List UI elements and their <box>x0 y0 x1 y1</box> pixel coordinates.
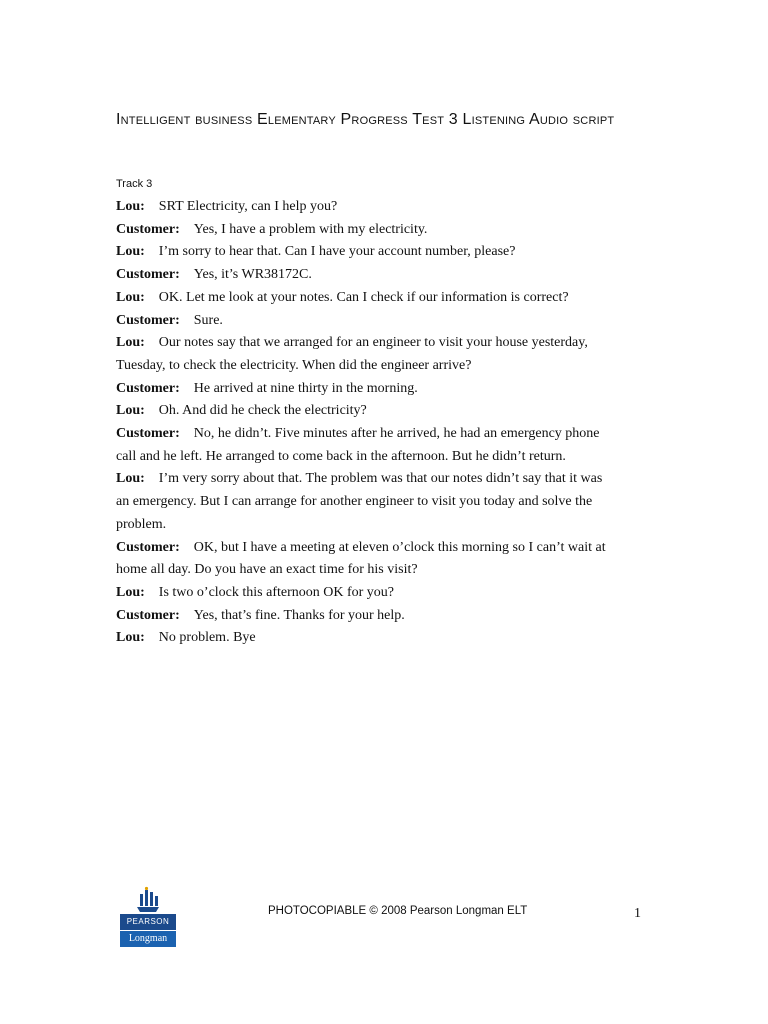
dialogue-line <box>116 423 616 468</box>
pearson-longman-logo <box>120 886 176 948</box>
speaker-label: Customer: <box>116 539 180 555</box>
dialogue-text: Yes, I have a problem with my electricity. <box>193 221 428 237</box>
audio-script <box>116 196 616 650</box>
speaker-label: Customer: <box>116 267 180 283</box>
speaker-label: Lou: <box>116 335 145 351</box>
speaker-label: Lou: <box>116 403 145 419</box>
dialogue-text: He arrived at nine thirty in the morning. <box>193 380 418 396</box>
speaker-label: Customer: <box>116 221 180 237</box>
ship-icon <box>134 886 162 914</box>
dialogue-line <box>116 264 616 287</box>
speaker-label: Customer: <box>116 312 180 328</box>
dialogue-text: Yes, it’s WR38172C. <box>193 267 312 283</box>
dialogue-text: I’m very sorry about that. The problem was that our notes didn’t say that it was an emergency. But I can arrange for another engineer to visit you today and solve the problem. <box>116 471 603 532</box>
dialogue-text: I’m sorry to hear that. Can I have your account number, please? <box>158 244 516 260</box>
dialogue-text: Is two o’clock this afternoon OK for you? <box>158 584 395 600</box>
speaker-label: Lou: <box>116 630 145 646</box>
dialogue-text: Our notes say that we arranged for an engineer to visit your house yesterday, Tuesday, to check the electricity. When did the engineer arrive? <box>116 335 588 373</box>
dialogue-line <box>116 582 616 605</box>
speaker-label: Lou: <box>116 289 145 305</box>
dialogue-text: OK. Let me look at your notes. Can I check if our information is correct? <box>158 289 569 305</box>
dialogue-text: Sure. <box>193 312 223 328</box>
dialogue-line <box>116 400 616 423</box>
dialogue-line <box>116 627 616 650</box>
dialogue-line <box>116 310 616 333</box>
dialogue-line <box>116 605 616 628</box>
speaker-label: Lou: <box>116 584 145 600</box>
speaker-label: Customer: <box>116 607 180 623</box>
dialogue-line <box>116 241 616 264</box>
dialogue-text: No, he didn’t. Five minutes after he arrived, he had an emergency phone call and he left. He arranged to come back in the afternoon. But he didn’t return. <box>116 426 600 464</box>
dialogue-line <box>116 332 616 377</box>
dialogue-text: OK, but I have a meeting at eleven o’clock this morning so I can’t wait at home all day. Do you have an exact time for his visit? <box>116 539 606 578</box>
dialogue-line <box>116 468 616 536</box>
speaker-label: Customer: <box>116 380 180 396</box>
page-title: Intelligent business Elementary Progress Test 3 Listening Audio script <box>116 111 615 128</box>
dialogue-text: Oh. And did he check the electricity? <box>158 403 367 419</box>
speaker-label: Customer: <box>116 426 180 442</box>
speaker-label: Lou: <box>116 471 145 487</box>
speaker-label: Lou: <box>116 244 145 260</box>
copyright-notice: PHOTOCOPIABLE © 2008 Pearson Longman ELT <box>268 905 528 917</box>
dialogue-line <box>116 287 616 310</box>
dialogue-text: Yes, that’s fine. Thanks for your help. <box>193 607 405 623</box>
logo-longman-text: Longman <box>120 931 176 947</box>
dialogue-line <box>116 196 616 219</box>
page-number: 1 <box>634 906 641 921</box>
speaker-label: Lou: <box>116 199 145 214</box>
track-label: Track 3 <box>116 178 153 190</box>
dialogue-text: No problem. Bye <box>158 630 256 646</box>
dialogue-text: SRT Electricity, can I help you? <box>158 199 338 214</box>
logo-pearson-text: PEARSON <box>120 914 176 930</box>
dialogue-line <box>116 537 616 582</box>
dialogue-line <box>116 219 616 242</box>
dialogue-line <box>116 378 616 401</box>
